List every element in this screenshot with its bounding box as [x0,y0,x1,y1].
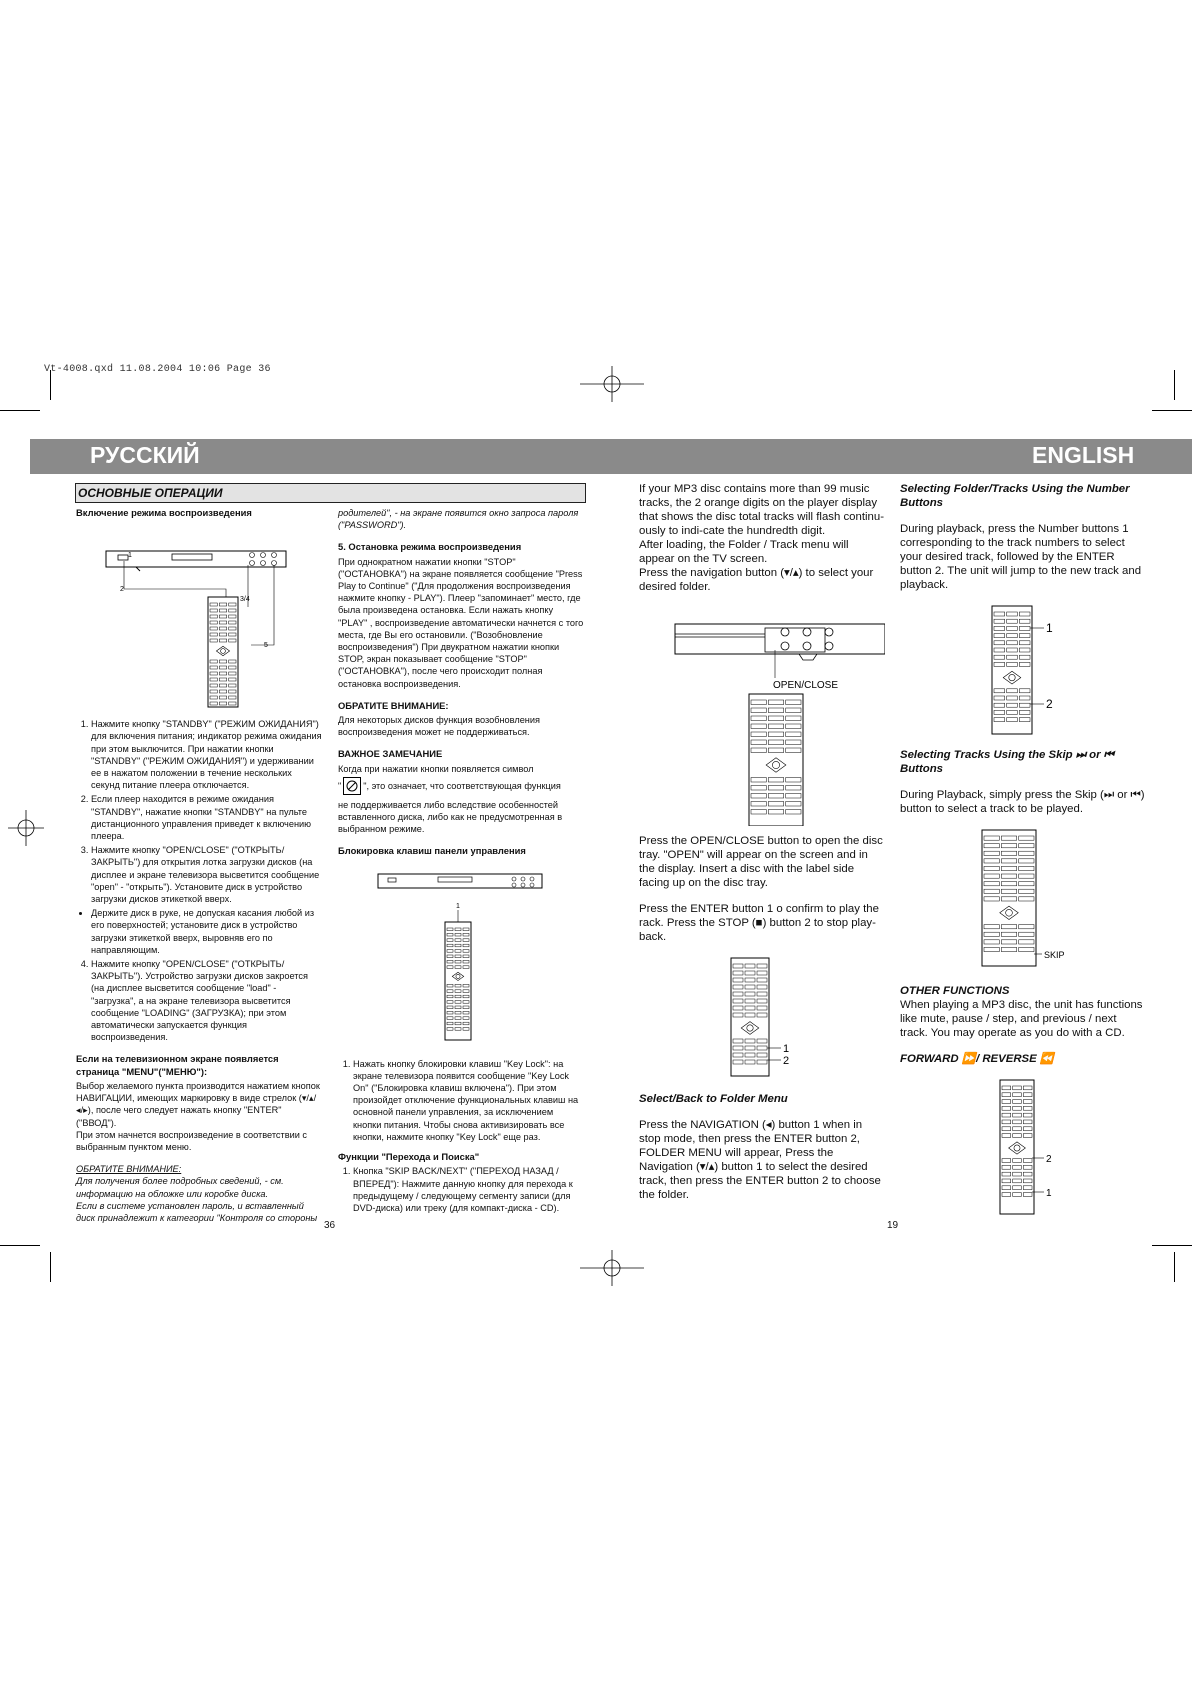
page-number-right: 19 [887,1220,899,1231]
list-item: 4. Нажмите кнопку "OPEN/CLOSE" ("ОТКРЫТЬ/ЗАКРЫТЬ"). Устройство загрузки дисков закроется (на дисплее высветится сообщение "load" - "загрузка", а на экране телевизора высветится сообщение "LOADING" (ЗАГРУЗКА); при этом автоматически запускается функция воспроизведения. [91,958,322,1043]
band-title-russian: РУССКИЙ [90,442,200,468]
menu-paragraph: Выбор желаемого пункта производится нажатием кнопок НАВИГАЦИИ, имеющих маркировку в виде стрелок (▾/▴/◂/▸), после чего следует нажать кнопку "ENTER" ("ВВОД"). [76,1080,320,1128]
crop-mark [50,1252,51,1282]
important-paragraph: ", это означает, что соответствующая функция [363,780,561,791]
fig-label: 1 [456,902,460,910]
file-slug: Vt-4008.qxd 11.08.2004 10:06 Page 36 [44,364,271,375]
important-heading: ВАЖНОЕ ЗАМЕЧАНИЕ [338,748,443,760]
band-title-english: ENGLISH [1032,442,1135,468]
number-buttons-heading: Selecting Folder/Tracks Using the Number Buttons [900,483,1130,509]
ru-column-1 [76,507,322,1234]
attention-paragraph: Для некоторых дисков функция возобновления воспроизведения может не поддерживаться. [338,715,540,738]
fig-label: 3/4 [240,596,250,604]
note-paragraph: Для получения более подробных сведений, - см. информацию на обложке или коробке диска. [76,1176,284,1199]
note-paragraph: Если в системе установлен пароль, и вставленный диск принадлежит к категории "Контроля со стороны [76,1200,318,1223]
fig-label: 1 [128,552,132,560]
fig-label: 2 [783,1055,790,1067]
fig-label: 1 [783,1043,790,1055]
registration-mark-left [8,810,44,846]
menu-paragraph: При этом начнется воспроизведение в соответствии с выбранным пунктом меню. [76,1129,308,1152]
dvd-player-drawing [675,624,885,654]
playback-steps [76,718,322,905]
other-functions-paragraph: When playing a MP3 disc, the unit has functions like mute, pause / step, and previous / next track. You may operate as you do with a CD. [900,999,1143,1039]
fig-label: 2 [120,586,124,594]
stop-paragraph: При однократном нажатии кнопки "STOP" ("ОСТАНОВКА") на экране появляется сообщение "Press Play to Continue" ("Для продолжения воспроизведения нажмите кнопку - PLAY"). Плеер "запоминает" место, где была произведена остановка. Если нажать кнопку "PLAY" , воспроизведение автоматически начнется с того места, где Вы его остановили. ("Возобновление воспроизведения") При двукратном нажатии кнопки STOP, экран показывает сообщение "STOP" ("ОСТАНОВКА"), после чего происходит полная остановка воспроизведения. [338,556,584,689]
remote-control-drawing [992,606,1032,734]
number-buttons-paragraph: During playback, press the Number buttons 1 corresponding to the track numbers to select your desired track, followed by the ENTER button 2. The unit will jump to the new track and playback. [900,523,1142,591]
back-to-folder-paragraph: Press the NAVIGATION (◂) button 1 when in stop mode, then press the ENTER button 2, FOLDER MENU will appear, Press the Navigation (▾/▴) button 1 to select the desired track, then press the ENTER button 2 to choose the folder. [639,1119,881,1201]
crop-mark [1152,410,1192,411]
note-title: ОБРАТИТЕ ВНИМАНИЕ: [76,1164,182,1175]
fig-label: 2 [1046,697,1053,711]
section-title: ОСНОВНЫЕ ОПЕРАЦИИ [75,483,586,503]
crop-mark [1174,1252,1175,1282]
attention-heading: ОБРАТИТЕ ВНИМАНИЕ: [338,699,449,711]
fig-label: 1 [1046,621,1053,635]
menu-heading: Если на телевизионном экране появляется страница "MENU"("МЕНЮ"): [76,1053,279,1077]
dvd-player-drawing [106,551,286,567]
remote-control-drawing [1000,1080,1034,1214]
mp3-paragraph: If your MP3 disc contains more than 99 music tracks, the 2 orange digits on the player display that shows the disc total tracks will flash continu-ously to indi-cate the hundredth digit. [639,483,885,537]
enter-stop-paragraph: Press the ENTER button 1 o confirm to play the rack. Press the STOP (■) button 2 to stop play-back. [639,903,879,943]
list-item: 2. Если плеер находится в режиме ожидания "STANDBY", нажатие кнопки "STANDBY" на пульте дистанционного управления приведет к включению плеера. [91,793,322,842]
other-functions-heading: OTHER FUNCTIONS [900,985,1010,997]
number-buttons-figure [900,604,1146,736]
fig-label: 1 [1046,1188,1052,1199]
playback-steps-cont [76,958,322,1043]
enter-stop-figure [639,956,885,1078]
page-number-left: 36 [324,1220,336,1231]
mp3-paragraph: Press the navigation button (▾/▴) to select your desired folder. [639,567,874,593]
forward-reverse-figure [900,1078,1146,1216]
skip-heading: Selecting Tracks Using the Skip ⏭ or ⏮ Buttons [900,749,1114,775]
continued-text: родителей", - на экране появится окно запроса пароля ("PASSWORD"). [338,508,579,531]
crop-mark [0,410,40,411]
back-to-folder-heading: Select/Back to Folder Menu [639,1093,788,1105]
registration-mark-top [580,366,644,402]
important-paragraph: не поддерживается либо вследствие особенностей вставленного диска, либо как не предусмотренная в выбранном режиме. [338,799,563,835]
open-close-label: OPEN/CLOSE [773,680,839,691]
remote-control-drawing [208,597,238,707]
language-band [30,439,1192,474]
skip-paragraph: During Playback, simply press the Skip (⏭ or ⏮) button to select a track to be played. [900,789,1145,815]
skip-label: SKIP [1044,950,1065,960]
en-column-1 [639,482,885,1214]
forward-reverse-heading: FORWARD ⏩/ REVERSE ⏪ [900,1053,1055,1065]
player-remote-figure [76,525,322,710]
list-item: 1. Кнопка "SKIP BACK/NEXT" ("ПЕРЕХОД НАЗАД / ВПЕРЕД"): Нажмите данную кнопку для перехода к предыдущему / следующему сегменту записи (для DVD-диска) или треку (для компакт-диска - CD). [353,1165,584,1214]
list-item: 1. Нажмите кнопку "STANDBY" ("РЕЖИМ ОЖИДАНИЯ") для включения питания; индикатор режима ожидания при этом выключится. При нажатии кнопки "STANDBY" ("РЕЖИМ ОЖИДАНИЯ") и удерживании ее в нажатом положении в течение нескольких секунд питание плеера отключается. [91,718,322,791]
crop-mark [1152,1245,1192,1246]
crop-mark [1174,370,1175,400]
fig-label: 2 [1046,1154,1052,1165]
en-column-2 [900,482,1146,1216]
lock-heading: Блокировка клавиш панели управления [338,845,526,857]
ru-column-2: родителей", - на экране появится окно запроса пароля ("PASSWORD"). 5. Остановка режима воспроизведения При однократном нажатии кнопки "STOP" ("ОСТАНОВКА") на экране появляется сообщение "Press Play to Continue" ("Для продолжения воспроизведения нажмите кнопку - PLAY"). Плеер "запоминает" место, где была произведена остановка. Если нажать кнопку "PLAY" , воспроизведение автоматически начнется с того места, где Вы его остановили. ("Возобновление воспроизведения") При двукратном нажатии кнопки STOP, экран показывает сообщение "STOP" ("ОСТАНОВКА"), после чего происходит полная остановка воспроизведения. ОБРАТИТЕ ВНИМАНИЕ: Для некоторых дисков функция возобновления воспроизведения может не поддерживаться. ВАЖНОЕ ЗАМЕЧАНИЕ Когда при нажатии кнопки появляется символ " ", это означает, что соответствующая функция не поддерживается либо вследствие особенностей вставленного диска, либо как не предусмотренная в выбранном режиме. Блокировка клавиш панели управления 1 1. Нажать кнопку блокировки клавиш "Key Lock": на экране телевизора появится сообщение "Key Lock On" ("Блокировка клавиш включена"). При этом произойдет отключение функциональных клавиш на основной панели управления, за исключением кнопки питания. Чтобы снова активизировать все кнопки, нажмите кнопку "Key Lock" еще раз. Функции "Перехода и Поиска" 1. Кнопка "SKIP BACK/NEXT" ("ПЕРЕХОД НАЗАД / ВПЕРЕД"): Нажмите данную кнопку для перехода к предыдущему / следующему сегменту записи (для DVD-диска) или треку (для компакт-диска - CD). [338,507,584,1222]
important-paragraph: Когда при нажатии кнопки появляется символ [338,763,534,774]
mp3-paragraph: After loading, the Folder / Track menu will appear on the TV screen. [639,539,849,565]
fig-label: 5 [264,642,268,650]
registration-mark-bottom [580,1250,644,1286]
crop-mark [0,1245,40,1246]
dvd-player-drawing [378,874,542,888]
search-steps [338,1165,584,1214]
lock-steps [338,1058,584,1143]
search-heading: Функции "Перехода и Поиска" [338,1151,480,1163]
stop-heading: 5. Остановка режима воспроизведения [338,541,522,553]
remote-control-drawing [982,830,1036,966]
playback-heading: Включение режима воспроизведения [76,507,252,518]
open-close-figure [639,606,885,826]
prohibited-icon [343,777,361,795]
list-item: 1. Нажать кнопку блокировки клавиш "Key Lock": на экране телевизора появится сообщение "Key Lock On" ("Блокировка клавиш включена"). При этом произойдет отключение функциональных клавиш на основной панели управления, за исключением кнопки питания. Чтобы снова активизировать все кнопки, нажмите кнопку "Key Lock" еще раз. [353,1058,584,1143]
bullet-list [76,907,322,956]
key-lock-figure [338,864,584,1046]
open-close-paragraph: Press the OPEN/CLOSE button to open the disc tray. "OPEN" will appear on the screen and in the display. Insert a disc with the label side facing up on the disc tray. [639,835,883,889]
list-item: • Держите диск в руке, не допуская касания любой из его поверхностей; установите диск в устройство загрузки этикеткой вверх, выровняв его по направляющим. [91,907,322,956]
skip-figure [900,828,1146,968]
list-item: 3. Нажмите кнопку "OPEN/CLOSE" ("ОТКРЫТЬ/ЗАКРЫТЬ") для открытия лотка загрузки дисков (на дисплее и экране телевизора высветится сообщение "open" - "открыть"). Установите диск в устройство загрузки дисков этикеткой вверх. [91,844,322,905]
